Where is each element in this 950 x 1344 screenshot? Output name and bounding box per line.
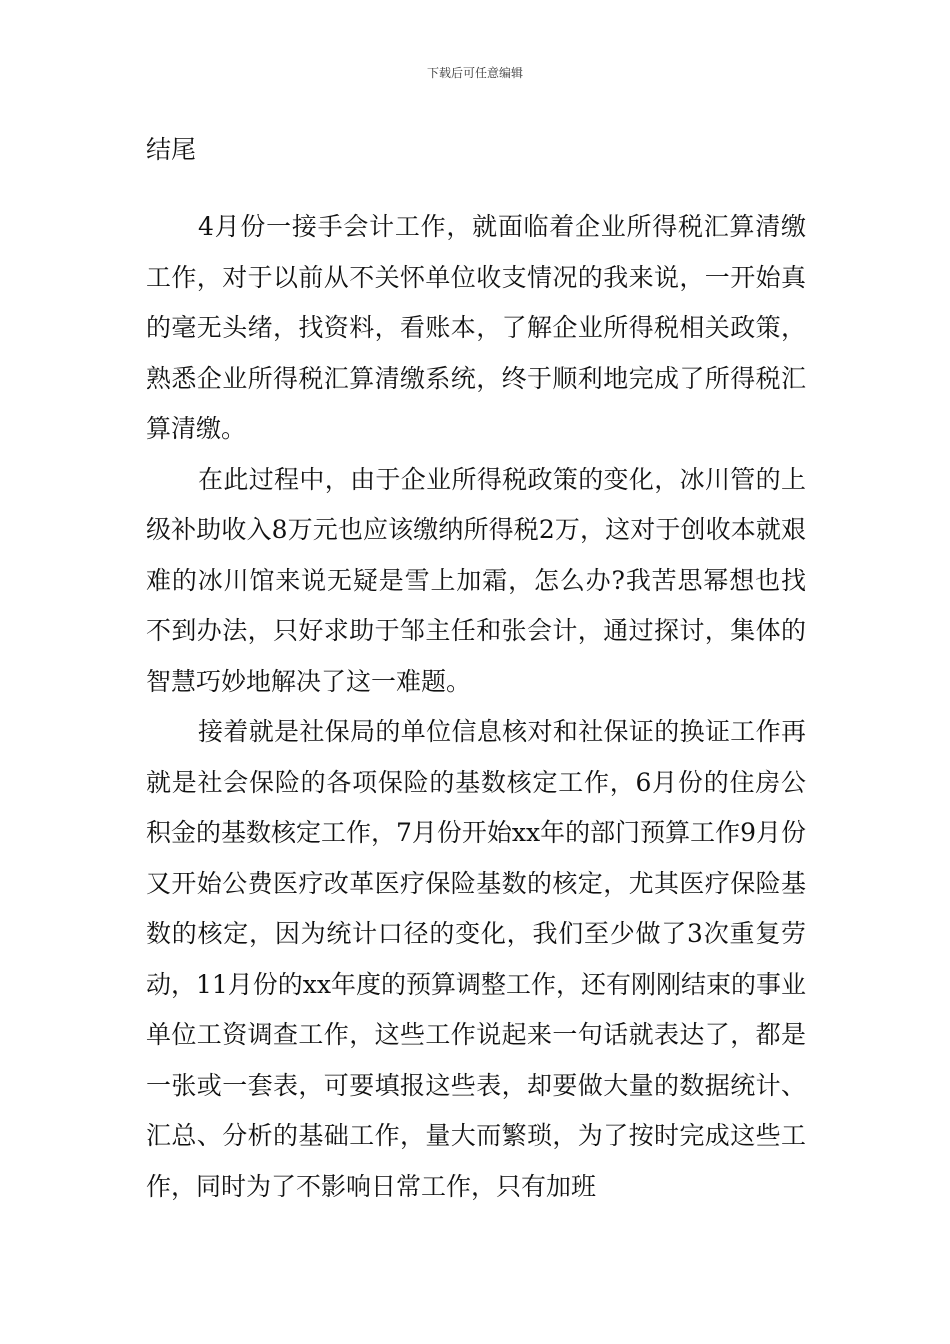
page-header-note: 下载后可任意编辑 <box>426 66 523 80</box>
document-body <box>146 202 806 1212</box>
section-title: 结尾 <box>146 135 197 164</box>
paragraph-1: 4月份一接手会计工作，就面临着企业所得税汇算清缴工作，对于以前从不关怀单位收支情况的我来说，一开始真的毫无头绪，找资料，看账本，了解企业所得税相关政策，熟悉企业所得税汇算清缴系统，终于顺利地完成了所得税汇算清缴。 <box>146 212 806 443</box>
paragraph-3: 接着就是社保局的单位信息核对和社保证的换证工作再就是社会保险的各项保险的基数核定工作，6月份的住房公积金的基数核定工作，7月份开始xx年的部门预算工作9月份又开始公费医疗改革医疗保险基数的核定，尤其医疗保险基数的核定，因为统计口径的变化，我们至少做了3次重复劳动，11月份的xx年度的预算调整工作，还有刚刚结束的事业单位工资调查工作，这些工作说起来一句话就表达了，都是一张或一套表，可要填报这些表，却要做大量的数据统计、汇总、分析的基础工作，量大而繁琐，为了按时完成这些工作，同时为了不影响日常工作，只有加班 <box>146 717 807 1201</box>
paragraph-2: 在此过程中，由于企业所得税政策的变化，冰川管的上级补助收入8万元也应该缴纳所得税2万，这对于创收本就艰难的冰川馆来说无疑是雪上加霜，怎么办?我苦思幂想也找不到办法，只好求助于邹主任和张会计，通过探讨，集体的智慧巧妙地解决了这一难题。 <box>146 464 806 696</box>
